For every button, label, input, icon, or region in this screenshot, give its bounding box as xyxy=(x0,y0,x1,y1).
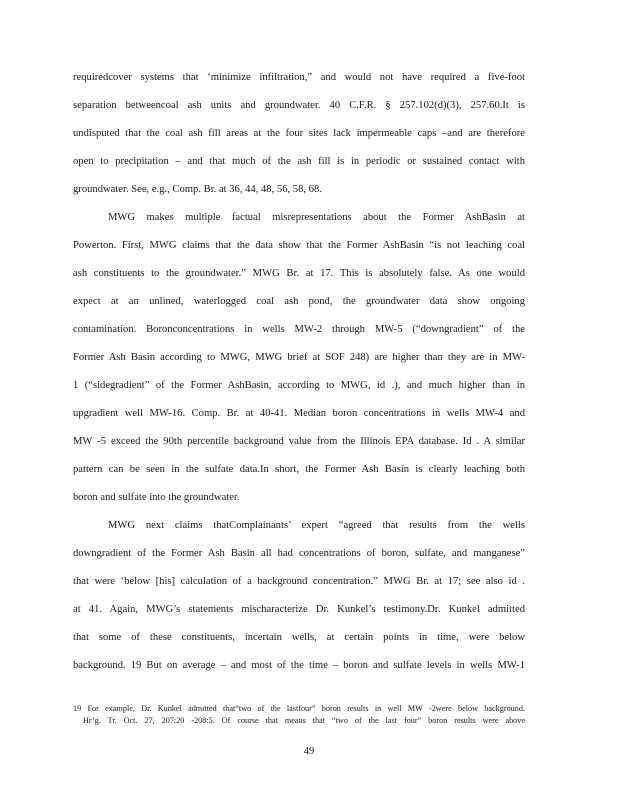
body-line: that some of these constituents, incertain wells, at certain points in time, were below xyxy=(73,632,525,643)
paragraph-first-line: MWG next claims thatComplainants’ expert “agreed that results from the wells xyxy=(108,520,525,531)
body-line: Former Ash Basin according to MWG, MWG brief at SOF 248) are higher than they are in MW- xyxy=(73,352,525,363)
body-line: upgradient well MW-16. Comp. Br. at 40-41. Median boron concentrations in wells MW-4 and xyxy=(73,408,525,419)
body-line: separation betweencoal ash units and groundwater. 40 C.F.R. § 257.102(d)(3), 257.60.It is xyxy=(73,100,525,111)
body-line: open to precipitation – and that much of the ash fill is in periodic or sustained contact with xyxy=(73,156,525,167)
body-line: Powerton. First, MWG claims that the data show that the Former AshBasin “is not leaching coal xyxy=(73,240,525,251)
footnote-line: Hr’g. Tr. Oct. 27, 207:20 -208:5. Of course that means that “two of the last four” boron results were above xyxy=(83,716,525,725)
body-line: background. 19 But on average – and most of the time – boron and sulfate levels in wells MW-1 xyxy=(73,660,525,671)
body-line: ash constituents to the groundwater.” MWG Br. at 17. This is absolutely false. As one would xyxy=(73,268,525,279)
page-number: 49 xyxy=(303,746,315,757)
body-line: undisputed that the coal ash fill areas at the four sites lack impermeable caps –and are therefore xyxy=(73,128,525,139)
body-line: boron and sulfate into the groundwater. xyxy=(73,492,240,503)
body-line: downgradient of the Former Ash Basin all had concentrations of boron, sulfate, and manganese” xyxy=(73,548,525,559)
body-line: groundwater. See, e.g., Comp. Br. at 36, 44, 48, 56, 58, 68. xyxy=(73,184,322,195)
footnote-line: 19 For example, Dr. Kunkel admitted that“two of the lastfour” boron results in well MW -2were below background. xyxy=(73,704,525,713)
body-line: expect at an unlined, waterlogged coal ash pond, the groundwater data show ongoing xyxy=(73,296,525,307)
body-line: at 41. Again, MWG’s statements mischaracterize Dr. Kunkel’s testimony.Dr. Kunkel admitted xyxy=(73,604,525,615)
body-line: pattern can be seen in the sulfate data.In short, the Former Ash Basin is clearly leaching both xyxy=(73,464,525,475)
paragraph-first-line: MWG makes multiple factual misrepresentations about the Former AshBasin at xyxy=(108,212,525,223)
body-line: 1 (“sidegradient” of the Former AshBasin, according to MWG, id .), and much higher than in xyxy=(73,380,525,391)
body-line: contamination. Boronconcentrations in wells MW-2 through MW-5 (“downgradient” of the xyxy=(73,324,525,335)
body-line: requiredcover systems that ‘minimize infiltration,” and would not have required a five-foot xyxy=(73,72,525,83)
body-line: that were ‘below [his] calculation of a background concentration.” MWG Br. at 17; see also id . xyxy=(73,576,525,587)
body-line: MW -5 exceed the 90th percentile background value from the Illinois EPA database. Id . A similar xyxy=(73,436,525,447)
